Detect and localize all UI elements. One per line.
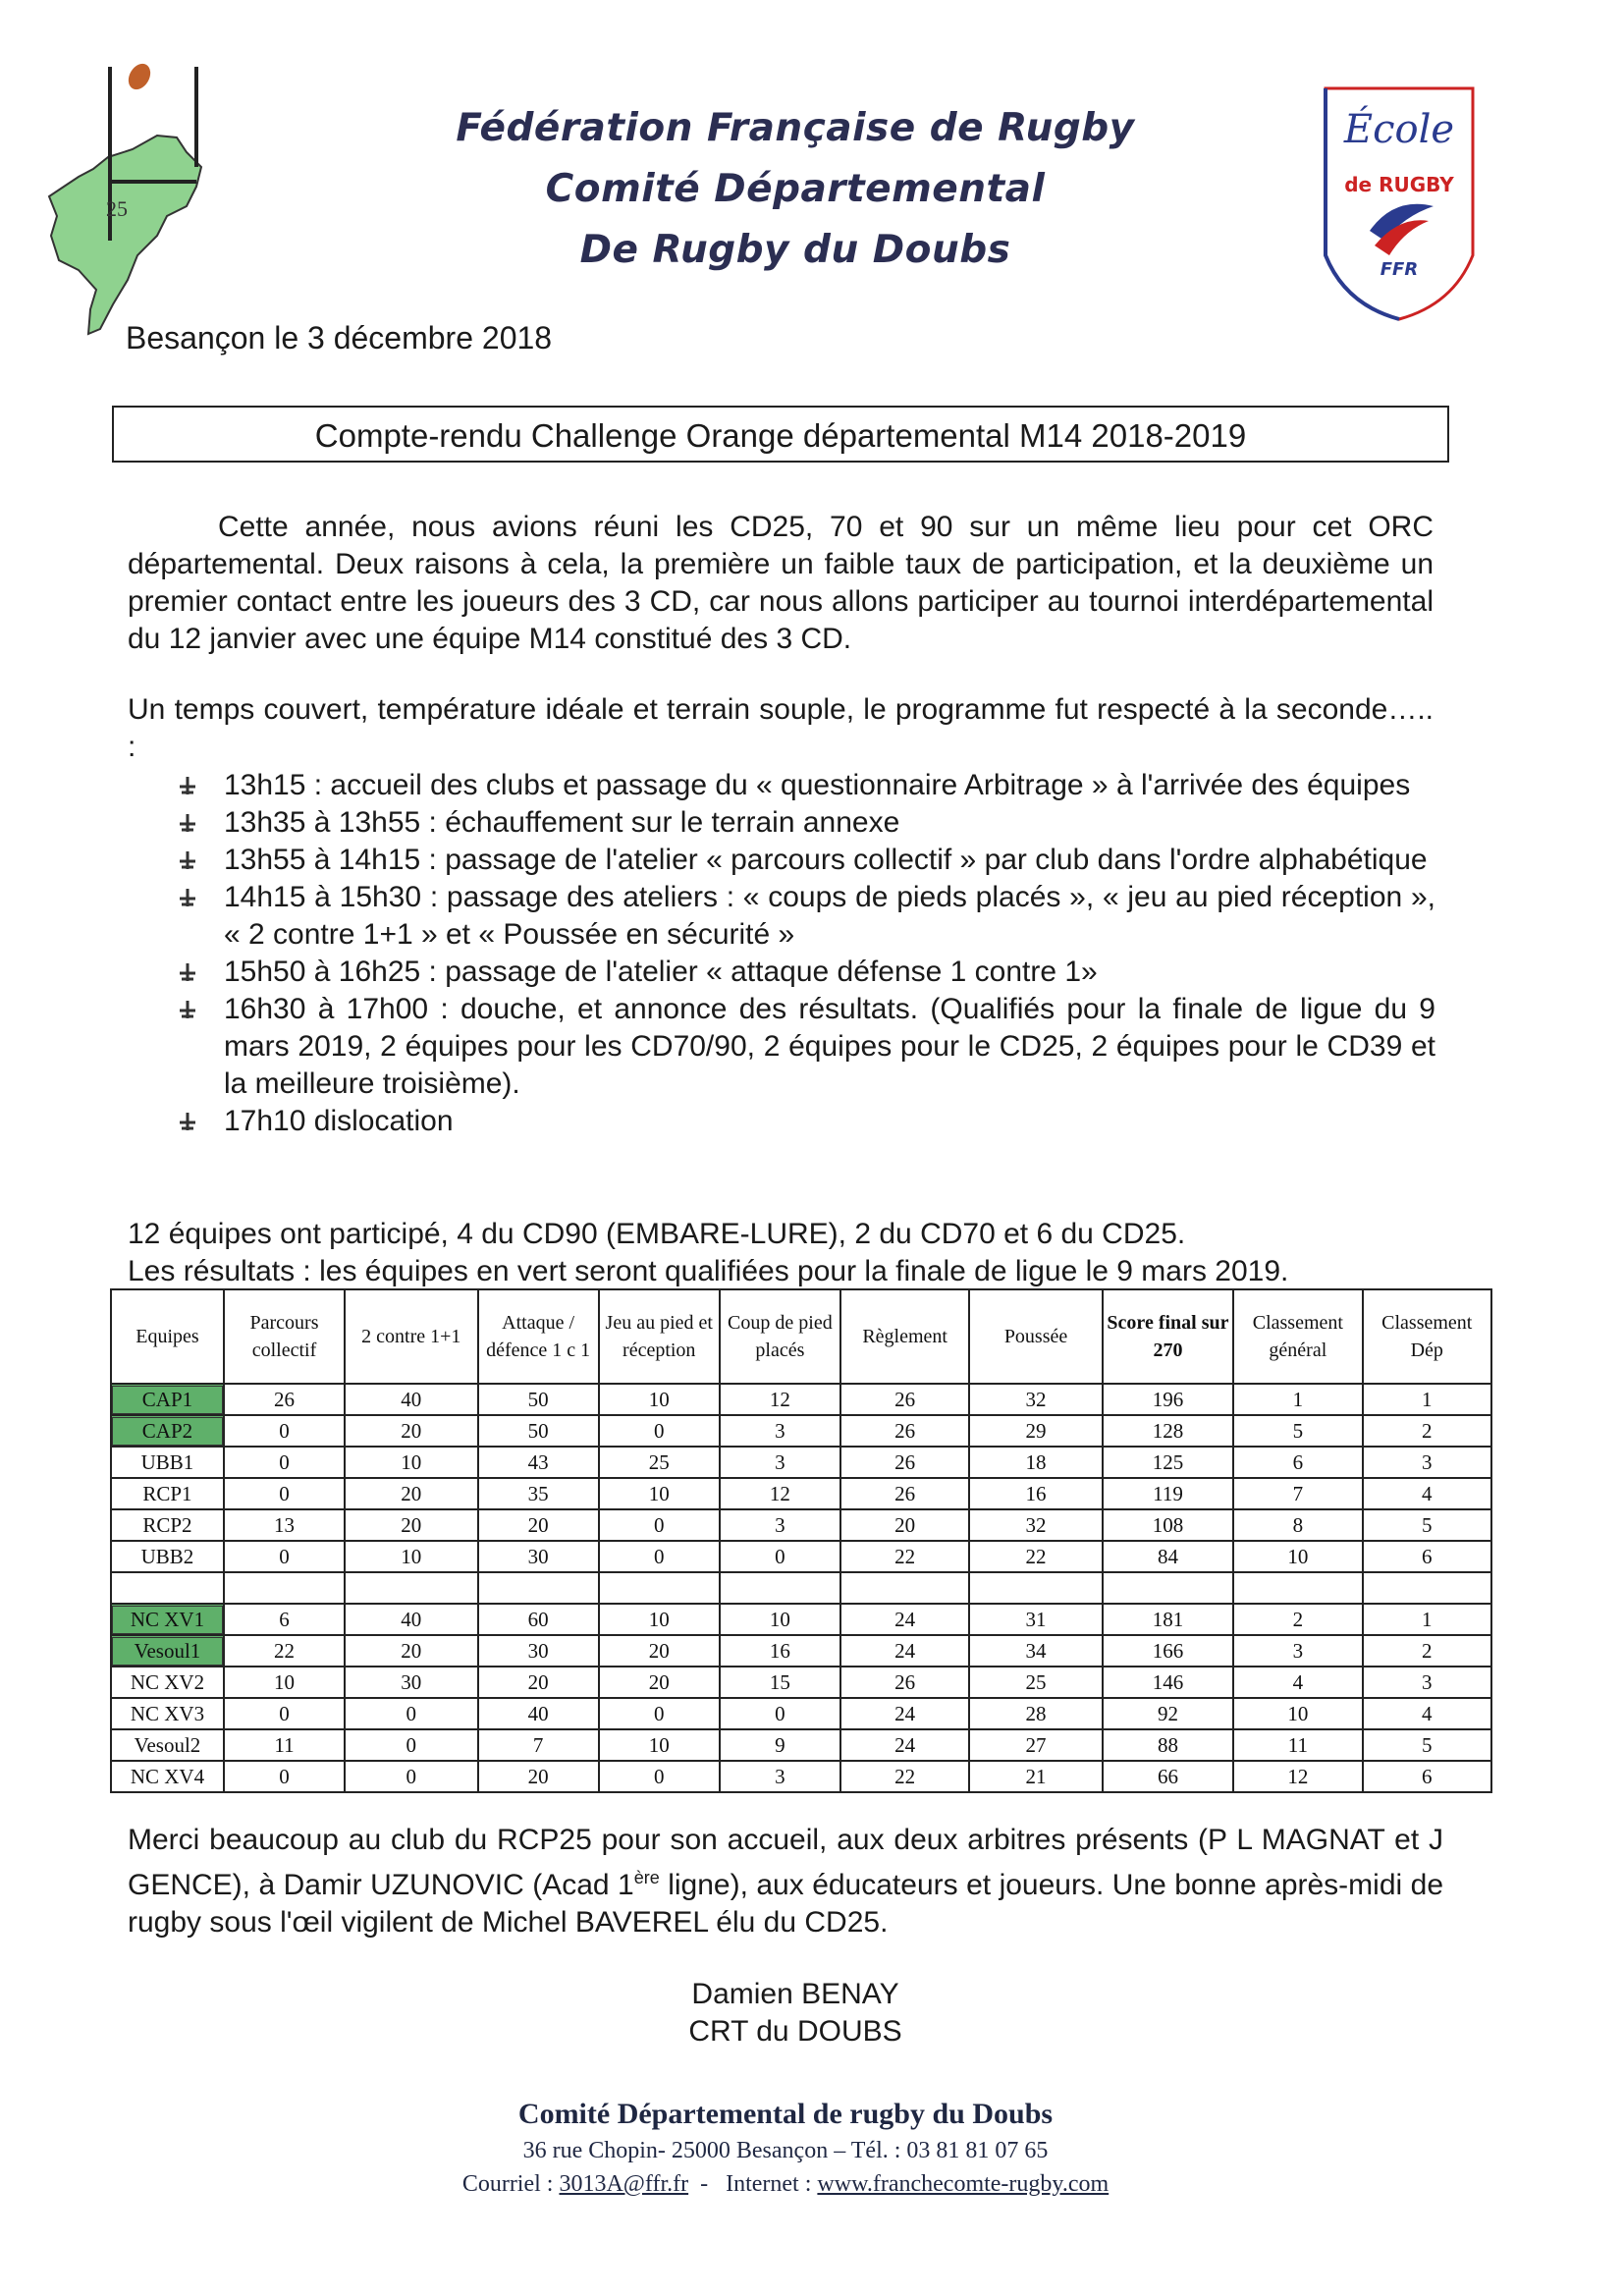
score-cell: 10 — [599, 1478, 720, 1509]
website-link[interactable]: www.franchecomte-rugby.com — [817, 2171, 1110, 2197]
score-cell: 26 — [224, 1384, 345, 1415]
score-cell: 66 — [1103, 1761, 1233, 1792]
score-cell: 34 — [969, 1635, 1102, 1667]
score-cell: 10 — [599, 1604, 720, 1635]
score-cell: 2 — [1363, 1635, 1491, 1667]
score-cell: 0 — [599, 1698, 720, 1729]
score-cell: 146 — [1103, 1667, 1233, 1698]
signature-name: Damien BENAY — [691, 1978, 899, 2010]
score-cell: 3 — [1363, 1667, 1491, 1698]
score-cell: 6 — [1363, 1761, 1491, 1792]
email-link[interactable]: 3013A@ffr.fr — [559, 2171, 689, 2197]
team-cell: CAP2 — [111, 1415, 224, 1447]
score-cell: 12 — [1233, 1761, 1362, 1792]
score-cell: 30 — [478, 1635, 599, 1667]
table-row — [111, 1698, 1491, 1729]
score-cell: 20 — [478, 1761, 599, 1792]
score-cell: 3 — [720, 1761, 840, 1792]
column-header: Equipes — [111, 1289, 224, 1384]
score-cell: 2 — [1233, 1604, 1362, 1635]
score-cell: 0 — [599, 1541, 720, 1572]
score-cell: 10 — [720, 1604, 840, 1635]
score-cell: 2 — [1363, 1415, 1491, 1447]
empty-cell — [1363, 1572, 1491, 1604]
score-cell: 27 — [969, 1729, 1102, 1761]
score-cell: 31 — [969, 1604, 1102, 1635]
empty-cell — [969, 1572, 1102, 1604]
score-cell: 10 — [1233, 1541, 1362, 1572]
arrow-bullet-icon — [177, 961, 198, 983]
score-cell: 3 — [720, 1509, 840, 1541]
schedule-list — [173, 767, 1435, 1140]
schedule-item: 15h50 à 16h25 : passage de l'atelier « attaque défense 1 contre 1» — [173, 954, 1435, 991]
score-cell: 92 — [1103, 1698, 1233, 1729]
score-cell: 40 — [478, 1698, 599, 1729]
schedule-item: 13h55 à 14h15 : passage de l'atelier « parcours collectif » par club dans l'ordre alphabétique — [173, 842, 1435, 879]
column-header: Coup de pied placés — [720, 1289, 840, 1384]
score-cell: 6 — [1363, 1541, 1491, 1572]
score-cell: 0 — [224, 1698, 345, 1729]
table-row — [111, 1635, 1491, 1667]
empty-cell — [840, 1572, 969, 1604]
summary-line-1: 12 équipes ont participé, 4 du CD90 (EMBARE-LURE), 2 du CD70 et 6 du CD25. — [128, 1218, 1186, 1250]
score-cell: 10 — [599, 1729, 720, 1761]
schedule-item: 13h15 : accueil des clubs et passage du « questionnaire Arbitrage » à l'arrivée des équipes — [173, 767, 1435, 804]
schedule-item: 17h10 dislocation — [173, 1103, 1435, 1140]
score-cell: 0 — [345, 1698, 477, 1729]
score-cell: 15 — [720, 1667, 840, 1698]
team-cell: NC XV3 — [111, 1698, 224, 1729]
score-cell: 20 — [599, 1635, 720, 1667]
score-cell: 12 — [720, 1384, 840, 1415]
score-cell: 0 — [224, 1447, 345, 1478]
team-cell: UBB2 — [111, 1541, 224, 1572]
score-cell: 10 — [345, 1541, 477, 1572]
score-cell: 60 — [478, 1604, 599, 1635]
score-cell: 24 — [840, 1698, 969, 1729]
empty-cell — [1233, 1572, 1362, 1604]
table-body — [111, 1384, 1491, 1792]
score-cell: 7 — [1233, 1478, 1362, 1509]
score-cell: 20 — [345, 1478, 477, 1509]
score-cell: 22 — [969, 1541, 1102, 1572]
score-cell: 4 — [1363, 1478, 1491, 1509]
arrow-bullet-icon — [177, 1111, 198, 1132]
score-cell: 26 — [840, 1447, 969, 1478]
table-row — [111, 1729, 1491, 1761]
score-cell: 10 — [599, 1384, 720, 1415]
score-cell: 30 — [478, 1541, 599, 1572]
header-line-3: De Rugby du Doubs — [579, 228, 1011, 272]
score-cell: 3 — [720, 1447, 840, 1478]
score-cell: 22 — [224, 1635, 345, 1667]
column-header: Score final sur 270 — [1103, 1289, 1233, 1384]
logo-number: 25 — [106, 196, 128, 221]
column-header: Poussée — [969, 1289, 1102, 1384]
score-cell: 84 — [1103, 1541, 1233, 1572]
score-cell: 24 — [840, 1729, 969, 1761]
score-cell: 5 — [1233, 1415, 1362, 1447]
score-cell: 22 — [840, 1761, 969, 1792]
superscript: ère — [633, 1868, 660, 1887]
team-cell: Vesoul1 — [111, 1635, 224, 1667]
empty-cell — [720, 1572, 840, 1604]
score-cell: 50 — [478, 1415, 599, 1447]
score-cell: 196 — [1103, 1384, 1233, 1415]
score-cell: 5 — [1363, 1509, 1491, 1541]
score-cell: 22 — [840, 1541, 969, 1572]
table-row — [111, 1478, 1491, 1509]
schedule-item: 14h15 à 15h30 : passage des ateliers : « coups de pieds placés », « jeu au pied réception », « 2 contre 1+1 » et « Poussée en sécurité » — [173, 879, 1435, 954]
report-title: Compte-rendu Challenge Orange départemental M14 2018-2019 — [112, 406, 1449, 463]
score-cell: 12 — [720, 1478, 840, 1509]
score-cell: 16 — [720, 1635, 840, 1667]
score-cell: 9 — [720, 1729, 840, 1761]
logo-ffr-text: FFR — [1380, 259, 1419, 280]
arrow-bullet-icon — [177, 887, 198, 908]
team-cell: UBB1 — [111, 1447, 224, 1478]
score-cell: 6 — [1233, 1447, 1362, 1478]
logo-rugby-text: de RUGBY — [1344, 173, 1454, 196]
score-cell: 4 — [1363, 1698, 1491, 1729]
table-row — [111, 1604, 1491, 1635]
score-cell: 29 — [969, 1415, 1102, 1447]
score-cell: 1 — [1363, 1384, 1491, 1415]
score-cell: 3 — [1233, 1635, 1362, 1667]
score-cell: 35 — [478, 1478, 599, 1509]
footer-title: Comité Départemental de rugby du Doubs — [517, 2098, 1054, 2130]
score-cell: 0 — [345, 1761, 477, 1792]
column-header: Jeu au pied et réception — [599, 1289, 720, 1384]
score-cell: 26 — [840, 1667, 969, 1698]
score-cell: 10 — [345, 1447, 477, 1478]
score-cell: 0 — [599, 1509, 720, 1541]
score-cell: 0 — [224, 1761, 345, 1792]
arrow-bullet-icon — [177, 775, 198, 796]
score-cell: 0 — [224, 1478, 345, 1509]
score-cell: 88 — [1103, 1729, 1233, 1761]
team-cell: NC XV4 — [111, 1761, 224, 1792]
score-cell: 24 — [840, 1604, 969, 1635]
score-cell: 26 — [840, 1384, 969, 1415]
score-cell: 24 — [840, 1635, 969, 1667]
score-cell: 32 — [969, 1384, 1102, 1415]
weather-paragraph: Un temps couvert, température idéale et terrain souple, le programme fut respecté à la seconde….. : — [128, 693, 1434, 763]
score-cell: 21 — [969, 1761, 1102, 1792]
score-cell: 18 — [969, 1447, 1102, 1478]
column-header: Règlement — [840, 1289, 969, 1384]
team-cell: NC XV2 — [111, 1667, 224, 1698]
column-header: Parcours collectif — [224, 1289, 345, 1384]
score-cell: 181 — [1103, 1604, 1233, 1635]
score-cell: 8 — [1233, 1509, 1362, 1541]
score-cell: 20 — [345, 1415, 477, 1447]
column-header: Classement général — [1233, 1289, 1362, 1384]
team-cell: CAP1 — [111, 1384, 224, 1415]
score-cell: 6 — [224, 1604, 345, 1635]
team-cell: NC XV1 — [111, 1604, 224, 1635]
score-cell: 7 — [478, 1729, 599, 1761]
footer-address: 36 rue Chopin- 25000 Besançon – Tél. : 03 81 81 07 65 — [522, 2138, 1049, 2163]
score-cell: 0 — [599, 1415, 720, 1447]
intro-text: Cette année, nous avions réuni les CD25, 70 et 90 sur un même lieu pour cet ORC départemental. Deux raisons à cela, la première un faible taux de participation, et la deuxième un premier contact entre les joueurs des 3 CD, car nous allons participer au tournoi interdépartemental du 12 janvier avec une équipe M14 constitué des 3 CD. — [128, 511, 1434, 655]
arrow-bullet-icon — [177, 849, 198, 871]
column-header: Classement Dép — [1363, 1289, 1491, 1384]
team-cell: RCP2 — [111, 1509, 224, 1541]
score-cell: 11 — [224, 1729, 345, 1761]
score-cell: 40 — [345, 1384, 477, 1415]
empty-cell — [478, 1572, 599, 1604]
empty-cell — [345, 1572, 477, 1604]
table-header-row — [111, 1289, 1491, 1384]
table-row — [111, 1761, 1491, 1792]
score-cell: 119 — [1103, 1478, 1233, 1509]
results-table — [110, 1288, 1492, 1793]
score-cell: 0 — [224, 1415, 345, 1447]
schedule-item: 13h35 à 13h55 : échauffement sur le terrain annexe — [173, 804, 1435, 842]
score-cell: 20 — [840, 1509, 969, 1541]
header-line-1: Fédération Française de Rugby — [456, 106, 1135, 150]
column-header: Attaque / défence 1 c 1 — [478, 1289, 599, 1384]
footer-contact: Courriel : 3013A@ffr.fr - Internet : www.franchecomte-rugby.com — [461, 2171, 1110, 2197]
score-cell: 40 — [345, 1604, 477, 1635]
score-cell: 0 — [720, 1541, 840, 1572]
score-cell: 0 — [224, 1541, 345, 1572]
score-cell: 0 — [345, 1729, 477, 1761]
score-cell: 26 — [840, 1415, 969, 1447]
table-row — [111, 1447, 1491, 1478]
score-cell: 30 — [345, 1667, 477, 1698]
score-cell: 13 — [224, 1509, 345, 1541]
score-cell: 20 — [345, 1635, 477, 1667]
table-row — [111, 1384, 1491, 1415]
score-cell: 25 — [969, 1667, 1102, 1698]
thanks-paragraph: Merci beaucoup au club du RCP25 pour son accueil, aux deux arbitres présents (P L MAGNAT et J GENCE), à Damir UZUNOVIC (Acad 1ère ligne), aux éducateurs et joueurs. Une bonne après-midi de rugby sous l'œil vigilent de Michel BAVEREL élu du CD25. — [128, 1824, 1443, 1939]
score-cell: 16 — [969, 1478, 1102, 1509]
score-cell: 1 — [1233, 1384, 1362, 1415]
score-cell: 20 — [599, 1667, 720, 1698]
table-row — [111, 1509, 1491, 1541]
score-cell: 50 — [478, 1384, 599, 1415]
score-cell: 108 — [1103, 1509, 1233, 1541]
arrow-bullet-icon — [177, 812, 198, 834]
empty-cell — [111, 1572, 224, 1604]
score-cell: 3 — [720, 1415, 840, 1447]
score-cell: 20 — [345, 1509, 477, 1541]
score-cell: 10 — [1233, 1698, 1362, 1729]
score-cell: 3 — [1363, 1447, 1491, 1478]
table-row — [111, 1415, 1491, 1447]
score-cell: 20 — [478, 1509, 599, 1541]
summary-line-2: Les résultats : les équipes en vert seront qualifiées pour la finale de ligue le 9 mars 2019. — [128, 1255, 1289, 1287]
score-cell: 0 — [599, 1761, 720, 1792]
empty-cell — [224, 1572, 345, 1604]
arrow-bullet-icon — [177, 999, 198, 1020]
summary — [128, 1216, 1443, 1290]
signature-role: CRT du DOUBS — [688, 2015, 902, 2048]
score-cell: 11 — [1233, 1729, 1362, 1761]
score-cell: 25 — [599, 1447, 720, 1478]
logo-ecole-text: École — [1343, 107, 1455, 152]
team-cell: RCP1 — [111, 1478, 224, 1509]
score-cell: 125 — [1103, 1447, 1233, 1478]
ecole-de-rugby-logo — [1316, 69, 1483, 324]
score-cell: 166 — [1103, 1635, 1233, 1667]
schedule-item: 16h30 à 17h00 : douche, et annonce des résultats. (Qualifiés pour la finale de ligue du 9 mars 2019, 2 équipes pour les CD70/90, 2 équipes pour le CD25, 2 équipes pour le CD39 et la meilleure troisième). — [173, 991, 1435, 1103]
doubs-map-logo — [39, 59, 226, 344]
score-cell: 4 — [1233, 1667, 1362, 1698]
intro-paragraph — [128, 509, 1434, 658]
date-line: Besançon le 3 décembre 2018 — [126, 320, 553, 355]
score-cell: 32 — [969, 1509, 1102, 1541]
empty-cell — [1103, 1572, 1233, 1604]
score-cell: 5 — [1363, 1729, 1491, 1761]
score-cell: 10 — [224, 1667, 345, 1698]
score-cell: 0 — [720, 1698, 840, 1729]
score-cell: 43 — [478, 1447, 599, 1478]
header-line-2: Comité Départemental — [545, 167, 1046, 211]
score-cell: 128 — [1103, 1415, 1233, 1447]
separator-row — [111, 1572, 1491, 1604]
empty-cell — [599, 1572, 720, 1604]
team-cell: Vesoul2 — [111, 1729, 224, 1761]
score-cell: 28 — [969, 1698, 1102, 1729]
table-row — [111, 1541, 1491, 1572]
score-cell: 26 — [840, 1478, 969, 1509]
column-header: 2 contre 1+1 — [345, 1289, 477, 1384]
footer — [295, 2095, 1276, 2201]
table-row — [111, 1667, 1491, 1698]
score-cell: 20 — [478, 1667, 599, 1698]
header-titles — [295, 98, 1296, 281]
score-cell: 1 — [1363, 1604, 1491, 1635]
signature — [550, 1976, 1041, 2050]
